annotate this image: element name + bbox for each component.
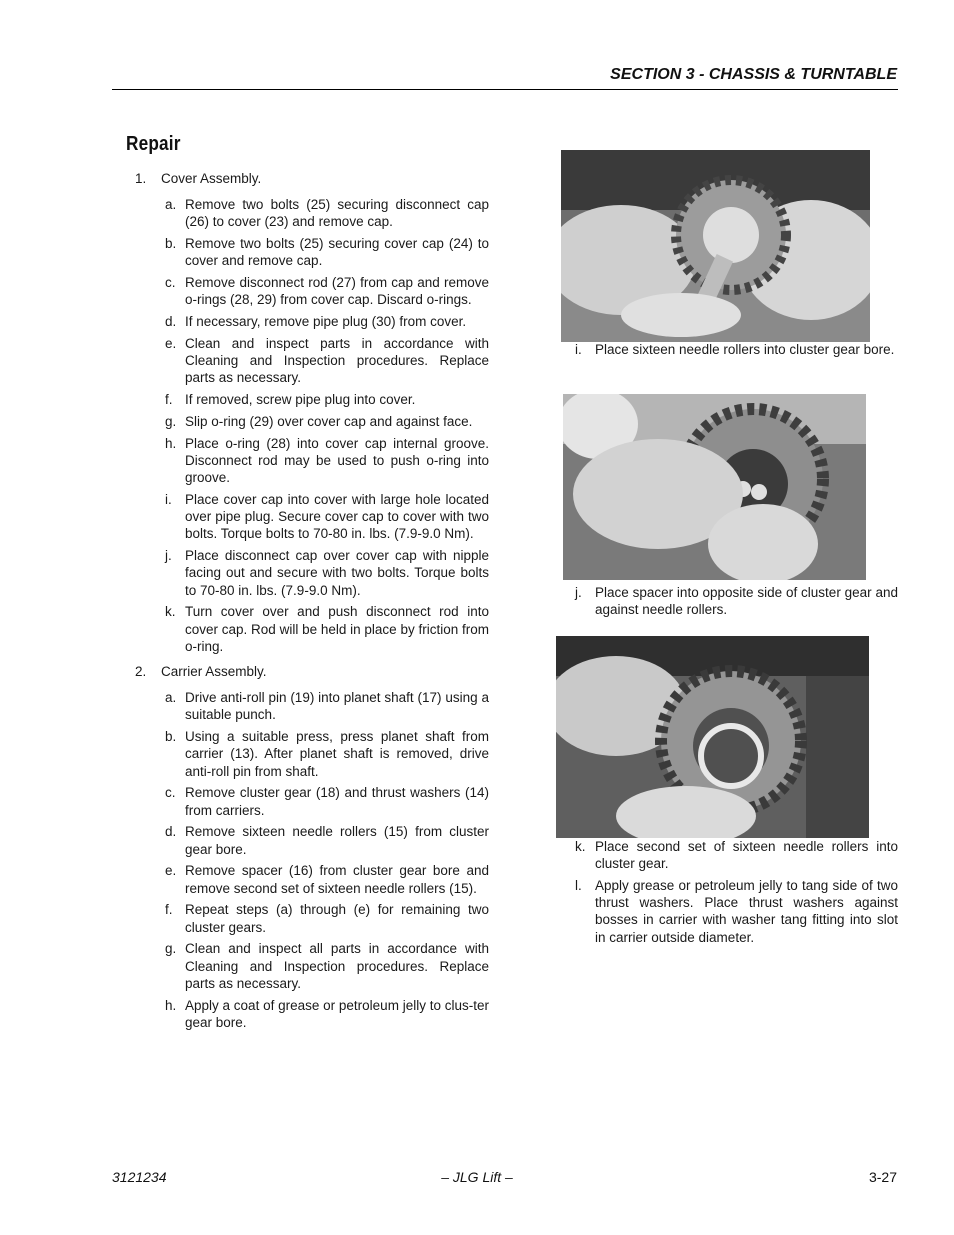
step-caption-j xyxy=(575,584,898,618)
substep-letter: a. xyxy=(165,197,177,213)
substep-letter: h. xyxy=(165,435,177,451)
substep-2e xyxy=(165,862,489,896)
photo-needle-rollers-first-set xyxy=(561,150,870,342)
step-number: 1. xyxy=(135,171,147,186)
substep-text: Apply a coat of grease or petroleum jelly to clus-ter gear bore. xyxy=(185,997,489,1030)
substep-letter: f. xyxy=(165,392,173,408)
repair-heading: Repair xyxy=(126,133,181,155)
substep-letter: d. xyxy=(165,824,177,840)
substep-1h xyxy=(165,435,489,487)
substep-1b xyxy=(165,235,489,269)
substep-text: Remove disconnect rod (27) from cap and remove o-rings (28, 29) from cover cap. Discard o-rings. xyxy=(185,275,489,308)
step-1 xyxy=(135,170,489,187)
step-2-substeps xyxy=(165,689,489,1031)
substep-1j xyxy=(165,547,489,599)
caption-letter: k. xyxy=(575,839,586,854)
substep-text: Remove sixteen needle rollers (15) from cluster gear bore. xyxy=(185,824,489,857)
substep-1k xyxy=(165,603,489,655)
photo-needle-rollers-second-set xyxy=(556,636,869,838)
substep-text: Turn cover over and push disconnect rod into cover cap. Rod will be held in place by friction from o-ring. xyxy=(185,604,489,654)
substep-letter: g. xyxy=(165,941,177,957)
substep-letter: g. xyxy=(165,414,177,429)
step-1-substeps xyxy=(165,196,489,655)
substep-text: Slip o-ring (29) over cover cap and against face. xyxy=(185,414,473,429)
substep-text: Repeat steps (a) through (e) for remaining two cluster gears. xyxy=(185,902,489,935)
substep-2a xyxy=(165,689,489,723)
section-title: SECTION 3 - CHASSIS & TURNTABLE xyxy=(610,66,897,83)
caption-letter: j. xyxy=(575,585,582,600)
substep-1c xyxy=(165,274,489,308)
substep-text: Place o-ring (28) into cover cap internal groove. Disconnect rod may be used to push o-ring into groove. xyxy=(185,435,489,486)
substep-text: Remove two bolts (25) securing cover cap (24) to cover and remove cap. xyxy=(185,236,489,269)
substep-1g xyxy=(165,413,489,430)
substep-letter: a. xyxy=(165,690,177,706)
caption-text: Place spacer into opposite side of cluster gear and against needle rollers. xyxy=(595,585,898,618)
substep-text: Place cover cap into cover with large hole located over pipe plug. Secure cover cap to cover with two bolts. Torque bolts to 70-80 in. lbs. (7.9-9.0 Nm). xyxy=(185,492,489,542)
substep-text: Place disconnect cap over cover cap with nipple facing out and secure with two bolts. Torque bolts to 70-80 in. lbs. (7.9-9.0 Nm). xyxy=(185,548,489,598)
page-number: 3-27 xyxy=(868,1169,897,1185)
left-column xyxy=(135,170,489,1039)
substep-text: Clean and inspect parts in accordance with Cleaning and Inspection procedures. Replace parts as necessary. xyxy=(185,336,489,386)
substep-2g xyxy=(165,940,489,992)
substep-2b xyxy=(165,728,489,780)
substep-letter: d. xyxy=(165,314,177,330)
substep-1d xyxy=(165,313,489,330)
substep-2d xyxy=(165,823,489,857)
step-number: 2. xyxy=(135,664,147,680)
substep-letter: c. xyxy=(165,785,176,801)
substep-text: Clean and inspect all parts in accordance with Cleaning and Inspection procedures. Replace parts as necessary. xyxy=(185,941,489,991)
doc-number: 3121234 xyxy=(112,1169,167,1185)
substep-text: Using a suitable press, press planet shaft from carrier (13). After planet shaft is removed, drive anti-roll pin from shaft. xyxy=(185,729,489,779)
substep-text: Remove cluster gear (18) and thrust washers (14) from carriers. xyxy=(185,785,489,818)
substep-text: Drive anti-roll pin (19) into planet shaft (17) using a suitable punch. xyxy=(185,690,489,723)
substep-1f xyxy=(165,391,489,408)
step-title: Carrier Assembly. xyxy=(161,664,267,680)
substep-letter: h. xyxy=(165,997,177,1013)
substep-text: Remove spacer (16) from cluster gear bore and remove second set of sixteen needle rollers (15). xyxy=(185,863,489,896)
caption-text: Place sixteen needle rollers into cluster gear bore. xyxy=(595,342,895,357)
substep-letter: b. xyxy=(165,729,177,745)
substep-text: If removed, screw pipe plug into cover. xyxy=(185,392,416,408)
footer-brand: – JLG Lift – xyxy=(441,1169,513,1185)
substep-letter: e. xyxy=(165,336,177,351)
substep-2h xyxy=(165,997,489,1031)
step-caption-k xyxy=(575,838,898,872)
caption-text: Apply grease or petroleum jelly to tang side of two thrust washers. Place thrust washers against bosses in carrier with washer tang fitting into slot in carrier outside diameter. xyxy=(595,878,898,945)
substep-letter: c. xyxy=(165,275,176,291)
substep-letter: k. xyxy=(165,604,176,620)
substep-letter: j. xyxy=(165,548,172,564)
header-rule xyxy=(112,89,898,90)
substep-1i xyxy=(165,491,489,543)
substep-1a xyxy=(165,196,489,230)
substep-letter: b. xyxy=(165,236,177,252)
step-title: Cover Assembly. xyxy=(161,171,262,186)
substep-1e xyxy=(165,335,489,387)
substep-2f xyxy=(165,901,489,935)
substep-2c xyxy=(165,784,489,818)
substep-letter: i. xyxy=(165,492,172,507)
step-caption-l xyxy=(575,877,898,946)
step-2 xyxy=(135,663,489,680)
caption-text: Place second set of sixteen needle rollers into cluster gear. xyxy=(595,839,898,872)
caption-letter: i. xyxy=(575,342,582,357)
caption-letter: l. xyxy=(575,878,582,893)
substep-text: If necessary, remove pipe plug (30) from cover. xyxy=(185,314,467,330)
step-caption-i xyxy=(575,341,898,358)
substep-text: Remove two bolts (25) securing disconnect cap (26) to cover (23) and remove cap. xyxy=(185,197,489,230)
photo-spacer xyxy=(563,394,866,580)
substep-letter: f. xyxy=(165,902,173,918)
substep-letter: e. xyxy=(165,863,177,879)
